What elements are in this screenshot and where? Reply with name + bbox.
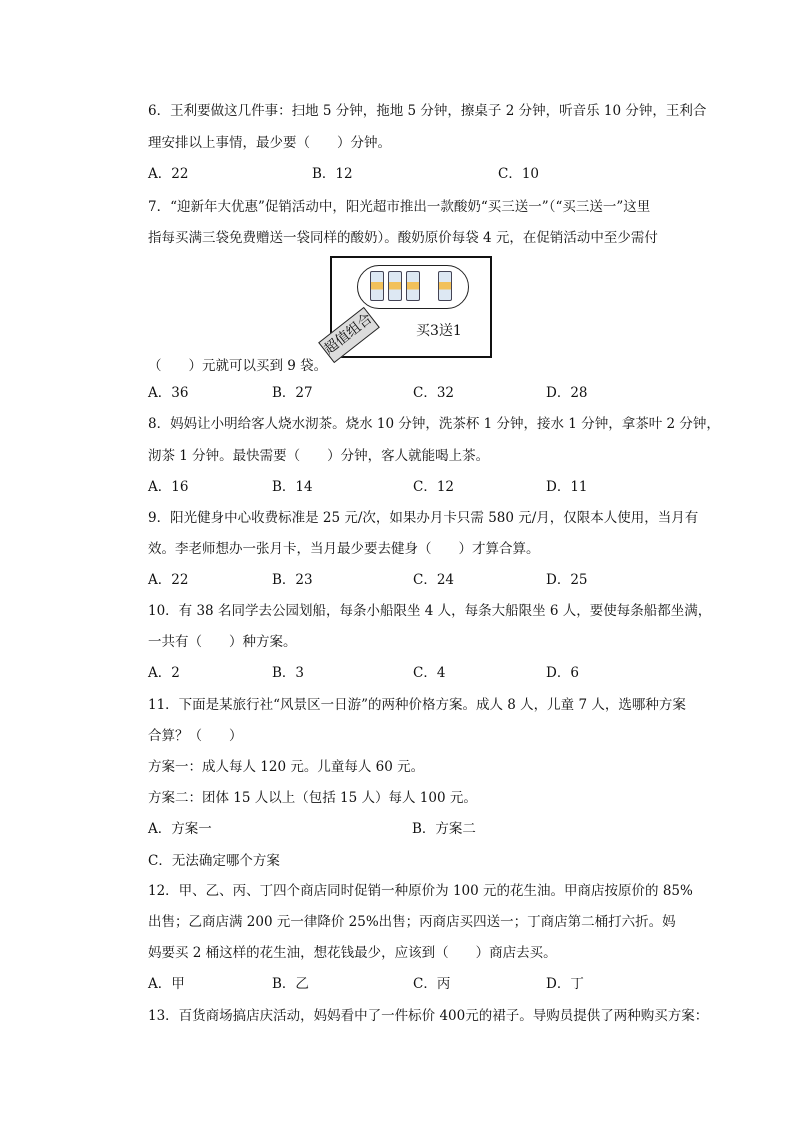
q9-stem-line1: 9．阳光健身中心收费标准是 25 元/次，如果办月卡只需 580 元/月，仅限本人使用，当月有 <box>148 510 699 526</box>
q11-plan1: 方案一：成人每人 120 元。儿童每人 60 元。 <box>148 759 425 775</box>
yogurt-promo-figure <box>321 256 492 358</box>
q10-option-b: B．3 <box>272 665 305 681</box>
q6-option-b: B．12 <box>312 166 353 182</box>
q7-option-d: D．28 <box>546 385 588 401</box>
q7-option-a: A．36 <box>148 385 189 401</box>
q12-option-c: C．丙 <box>413 976 451 992</box>
buy3-get1-label: 买3送1 <box>416 323 462 339</box>
q7-option-b: B．27 <box>272 385 313 401</box>
q11-option-c: C．无法确定哪个方案 <box>148 853 280 869</box>
q6-stem-line1: 6．王利要做这几件事：扫地 5 分钟，拖地 5 分钟，擦桌子 2 分钟，听音乐 10 分钟，王利合 <box>148 103 707 119</box>
q11-plan2: 方案二：团体 15 人以上（包括 15 人）每人 100 元。 <box>148 790 477 806</box>
q6-option-a: A．22 <box>148 166 189 182</box>
q9-option-c: C．24 <box>413 572 455 588</box>
value-combo-tag: 超值组合 <box>318 307 380 363</box>
q8-stem-line1: 8．妈妈让小明给客人烧水沏茶。烧水 10 分钟，洗茶杯 1 分钟，接水 1 分钟，拿茶叶 2 分钟， <box>148 416 720 432</box>
q7-option-c: C．32 <box>413 385 455 401</box>
q7-stem-line2: 指每买满三袋免费赠送一袋同样的酸奶）。酸奶原价每袋 4 元，在促销活动中至少需付 <box>148 230 658 246</box>
q8-option-a: A．16 <box>148 479 189 495</box>
q12-option-a: A．甲 <box>148 976 185 992</box>
q9-stem-line2: 效。李老师想办一张月卡，当月最少要去健身（ ）才算合算。 <box>148 541 540 557</box>
q10-option-a: A．2 <box>148 665 180 681</box>
q8-option-c: C．12 <box>413 479 455 495</box>
q8-stem-line2: 沏茶 1 分钟。最快需要（ ）分钟，客人就能喝上茶。 <box>148 448 490 464</box>
q7-stem-line1: 7．“迎新年大优惠”促销活动中，阳光超市推出一款酸奶“买三送一”（“买三送一”这里 <box>148 199 651 215</box>
q11-stem-line2: 合算？（ ） <box>148 728 243 744</box>
q10-option-d: D．6 <box>546 665 579 681</box>
q9-option-b: B．23 <box>272 572 313 588</box>
q12-option-d: D．丁 <box>546 976 584 992</box>
q10-stem-line2: 一共有（ ）种方案。 <box>148 634 297 650</box>
yogurt-carton-icon <box>406 271 420 301</box>
q8-option-b: B．14 <box>272 479 313 495</box>
q12-stem-line3: 妈要买 2 桶这样的花生油，想花钱最少，应该到（ ）商店去买。 <box>148 945 557 961</box>
q7-stem-line3: （ ）元就可以买到 9 袋。 <box>148 358 328 374</box>
q11-option-a: A．方案一 <box>148 821 212 837</box>
q12-stem-line2: 出售；乙商店满 200 元一律降价 25%出售；丙商店买四送一；丁商店第二桶打六折。妈 <box>148 914 676 930</box>
q11-stem-line1: 11．下面是某旅行社“风景区一日游”的两种价格方案。成人 8 人，儿童 7 人，选哪种方案 <box>148 697 686 713</box>
yogurt-carton-icon <box>438 271 452 301</box>
q10-option-c: C．4 <box>413 665 446 681</box>
q11-option-b: B．方案二 <box>412 821 476 837</box>
q9-option-a: A．22 <box>148 572 189 588</box>
yogurt-carton-icon <box>388 271 402 301</box>
q6-stem-line2: 理安排以上事情，最少要（ ）分钟。 <box>148 135 391 151</box>
q8-option-d: D．11 <box>546 479 588 495</box>
yogurt-carton-icon <box>370 271 384 301</box>
q13-stem-line1: 13．百货商场搞店庆活动，妈妈看中了一件标价 400元的裙子。导购员提供了两种购买方案： <box>148 1008 709 1024</box>
yogurt-group-oval <box>357 265 469 309</box>
q9-option-d: D．25 <box>546 572 588 588</box>
q12-stem-line1: 12．甲、乙、丙、丁四个商店同时促销一种原价为 100 元的花生油。甲商店按原价的 85% <box>148 883 693 899</box>
q6-option-c: C．10 <box>498 166 540 182</box>
q10-stem-line1: 10．有 38 名同学去公园划船，每条小船限坐 4 人，每条大船限坐 6 人，要使每条船都坐满， <box>148 603 712 619</box>
q12-option-b: B．乙 <box>272 976 309 992</box>
